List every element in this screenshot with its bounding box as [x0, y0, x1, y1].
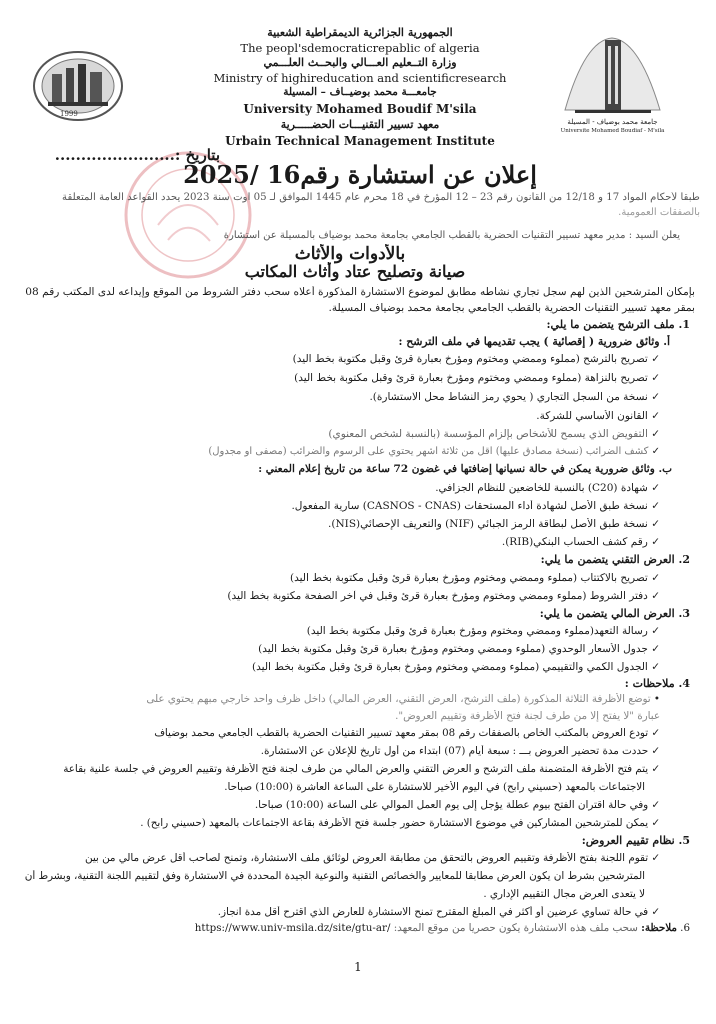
logo-year: 1999	[60, 110, 78, 118]
list-item: ✓ تصريح بالاكتتاب (مملوء وممضي ومختوم ومؤرخ بعبارة قرئ وقبل مكتوبة بخط اليد)	[290, 572, 660, 584]
paragraph-line-1: بإمكان المترشحين الذين لهم سجل تجاري نشاطه مطابق لموضوع الاستشارة المذكورة أعلاه سحب دفتر الشروط من الموقع وإيداعه لدى المكتب رقم 08	[25, 286, 695, 298]
list-item: ✓ حددت مدة تحضير العروض بـــ : سبعة أيام (07) ابتداء من أول تاريخ للإعلان عن الاستشارة.	[260, 745, 660, 757]
list-item: ✓ تصريح بالترشح (مملوء وممضي ومختوم ومؤرخ بعبارة قرئ وقبل مكتوبة بخط اليد)	[292, 353, 660, 365]
section-1-title: ملف الترشح يتضمن ما يلي:	[546, 318, 675, 331]
list-item: ✓ رقم كشف الحساب البنكي(RIB).	[501, 536, 660, 548]
subject-line-2: صيانة وتصليح عتاد وأثاث المكاتب	[244, 262, 466, 281]
list-item: ✓ الجدول الكمي والتقييمي (مملوء وممضي ومختوم ومؤرخ بعبارة قرئ وقبل مكتوبة بخط اليد)	[252, 661, 660, 673]
page-number: 1	[354, 960, 362, 974]
list-item: ✓ تصريح بالنزاهة (مملوء وممضي ومختوم ومؤرخ بعبارة قرئ وقبل مكتوبة بخط اليد)	[294, 372, 660, 384]
list-item: ✓ تودع العروض بالمكتب الخاص بالصفقات رقم 08 بمقر معهد تسيير التقنيات الحضرية بالقطب الجامعي محمد بوضياف	[154, 727, 660, 739]
university-ar: جامعـــة محمد بوضيــاف – المسيلة	[283, 86, 437, 98]
section-1-number: 1.	[678, 318, 690, 331]
section-1b-title: وثائق ضرورية يمكن في حالة نسيانها إضافتها في غضون 72 ساعة من تاريخ إعلام المعني :	[258, 463, 655, 475]
list-item: ✓ شهادة (C20) بالنسبة للخاضعين للنظام الجزافي.	[435, 482, 660, 494]
university-en: University Mohamed Boudif M'sila	[243, 102, 477, 116]
list-item: ✓ نسخة طبق الأصل لشهادة أداء المستحقات (CASNOS - CNAS) سارية المفعول.	[291, 500, 660, 512]
institute-website-link[interactable]: https://www.univ-msila.dz/site/gtu-ar/	[194, 922, 391, 934]
section-6-label: ملاحظة:	[641, 922, 677, 934]
intro-line-2: بالصفقات العمومية.	[618, 207, 700, 218]
university-logo	[555, 30, 670, 135]
section-5-heading	[450, 834, 690, 847]
section-6-note	[150, 922, 690, 934]
section-1b-heading	[140, 463, 672, 475]
section-2-title: العرض التقني يتضمن ما يلي:	[540, 553, 675, 566]
section-1b-number: ب.	[658, 463, 672, 475]
section-1a-title: وثائق ضرورية ( إقصائية ) يجب تقديمها في ملف الترشح :	[398, 335, 660, 348]
section-3-title: العرض المالي يتضمن ما يلي:	[539, 607, 675, 620]
intro-line-1: طبقا لأحكام المواد 17 و 12/18 من القانون رقم 23 – 12 المؤرخ في 18 محرم عام 1445 الموافق لـ 05 أوت سنة 2023 يحدد القواعد العامة المتعلقة	[62, 192, 700, 203]
section-1a-number: أ.	[663, 335, 670, 348]
list-item: ✓ جدول الأسعار الوحدوي (مملوء وممضي ومختوم ومؤرخ بعبارة قرئ وقبل مكتوبة بخط اليد)	[258, 643, 660, 655]
list-item-cont: عبارة "لا يفتح إلا من طرف لجنة فتح الأظرفة وتقييم العروض".	[395, 710, 660, 722]
list-item: ✓ التفويض الذي يسمح للأشخاص بإلزام المؤسسة (بالنسبة لشخص المعنوي)	[328, 428, 660, 440]
section-6-text: سحب ملف هذه الاستشارة يكون حصريا من موقع المعهد:	[393, 922, 638, 934]
institute-logo	[30, 44, 126, 124]
institute-en: Urbain Technical Management Institute	[225, 134, 495, 148]
section-2-number: 2.	[678, 553, 690, 566]
list-item: ✓ في حالة تساوي عرضين أو أكثر في المبلغ المقترح تمنح الاستشارة للعارض الذي اقترح أقل مدة انجاز.	[217, 906, 660, 918]
list-item: ✓ تقوم اللجنة بفتح الأظرفة وتقييم العروض بالتحقق من مطابقة العروض لوثائق ملف الاستشارة، وتمنح لصاحب أقل عرض مالي من بين	[84, 852, 660, 864]
section-3-heading	[300, 607, 690, 620]
section-1a-heading	[250, 335, 670, 348]
list-item: ✓ وفي حالة اقتران الفتح بيوم عطلة يؤجل إلى يوم العمل الموالي على الساعة (10:00) صباحا.	[254, 799, 660, 811]
date-line: بتاريخ :.......................	[54, 146, 220, 164]
section-6-number: 6.	[680, 922, 690, 934]
logo-caption-ar: جامعة محمد بوضياف - المسيلة	[567, 118, 658, 126]
section-3-number: 3.	[678, 607, 690, 620]
list-item: ✓ كشف الضرائب (نسخة مصادق عليها) أقل من ثلاثة أشهر يحتوي على الرسوم والضرائب (مصفى أو مجدول)	[208, 446, 660, 457]
logo-caption-en: Universite Mohamed Boudiaf - M'sila	[560, 128, 665, 134]
section-4-heading	[450, 677, 690, 690]
list-item: • توضع الأظرفة الثلاثة المذكورة (ملف الترشح، العرض التقني، العرض المالي) داخل ظرف واحد خارجي مبهم يحتوي على	[146, 693, 660, 705]
section-4-number: 4.	[678, 677, 690, 690]
list-item-cont: المترشحين بشرط ان يكون العرض مطابقا للمعايير والخصائص التقنية والنوعية الجيدة المحددة في الاستشارة وفق لتقييم اللجنة التقنية، وبشرط أن	[24, 870, 645, 882]
list-item: ✓ القانون الأساسي للشركة.	[536, 410, 660, 422]
republic-en: The peopl'sdemocraticrepablic of algeria	[240, 41, 480, 55]
list-item: ✓ يتم فتح الأظرفة المتضمنة ملف الترشح و العرض التقني والعرض المالي من طرف لجنة فتح الأظرفة وتقييم العروض في جلسة علنية بقاعة	[63, 763, 660, 775]
list-item-cont: الاجتماعات بالمعهد (حسيني رابح) في اليوم الأخير للاستشارة على الساعة العاشرة (10:00) صباحا.	[224, 781, 645, 793]
list-item: ✓ رسالة التعهد(مملوء وممضي ومختوم ومؤرخ بعبارة قرئ وقبل مكتوبة بخط اليد)	[306, 625, 660, 637]
list-item: ✓ يمكن للمترشحين المشاركين في موضوع الاستشارة حضور جلسة فتح الأظرفة بقاعة الاجتماعات بالمعهد (حسيني رابح) .	[140, 817, 660, 829]
list-item-cont: لا يتعدى العرض مجال التقييم الإداري .	[483, 888, 645, 900]
list-item: ✓ نسخة من السجل التجاري ( يحوي رمز النشاط محل الاستشارة).	[369, 391, 660, 403]
section-2-heading	[300, 553, 690, 566]
republic-ar: الجمهورية الجزائرية الديمقراطية الشعبية	[267, 26, 453, 39]
subject-line-1: بالأدوات والأثاث	[294, 244, 406, 264]
ministry-ar: وزارة التــعليم العـــالي والبحــث العلـــمي	[263, 56, 457, 69]
section-1-heading	[300, 318, 690, 331]
section-5-title: نظام تقييم العروض:	[581, 834, 675, 847]
list-item: ✓ نسخة طبق الأصل لبطاقة الرمز الجبائي (NIF) والتعريف الإحصائي(NIS).	[328, 518, 660, 530]
institute-ar: معهد تسيير التقنيـــات الحضـــــرية	[280, 118, 440, 131]
ministry-en: Ministry of highireducation and scientificresearch	[213, 71, 507, 85]
announcement-title: إعلان عن استشارة رقم16 /2025	[183, 160, 537, 189]
section-4-title: ملاحظات :	[624, 677, 675, 690]
notice-line: يعلن السيد : مدير معهد تسيير التقنيات الحضرية بالقطب الجامعي بجامعة محمد بوضياف بالمسيلة عن استشارة	[223, 230, 680, 241]
paragraph-line-2: بمقر معهد تسيير التقنيات الحضرية بالقطب الجامعي بجامعة محمد بوضياف المسيلة.	[328, 302, 695, 314]
list-item: ✓ دفتر الشروط (مملوء وممضي ومختوم ومؤرخ بعبارة قرئ وقبل في آخر الصفحة مكتوبة بخط اليد)	[227, 590, 660, 602]
section-5-number: 5.	[678, 834, 690, 847]
